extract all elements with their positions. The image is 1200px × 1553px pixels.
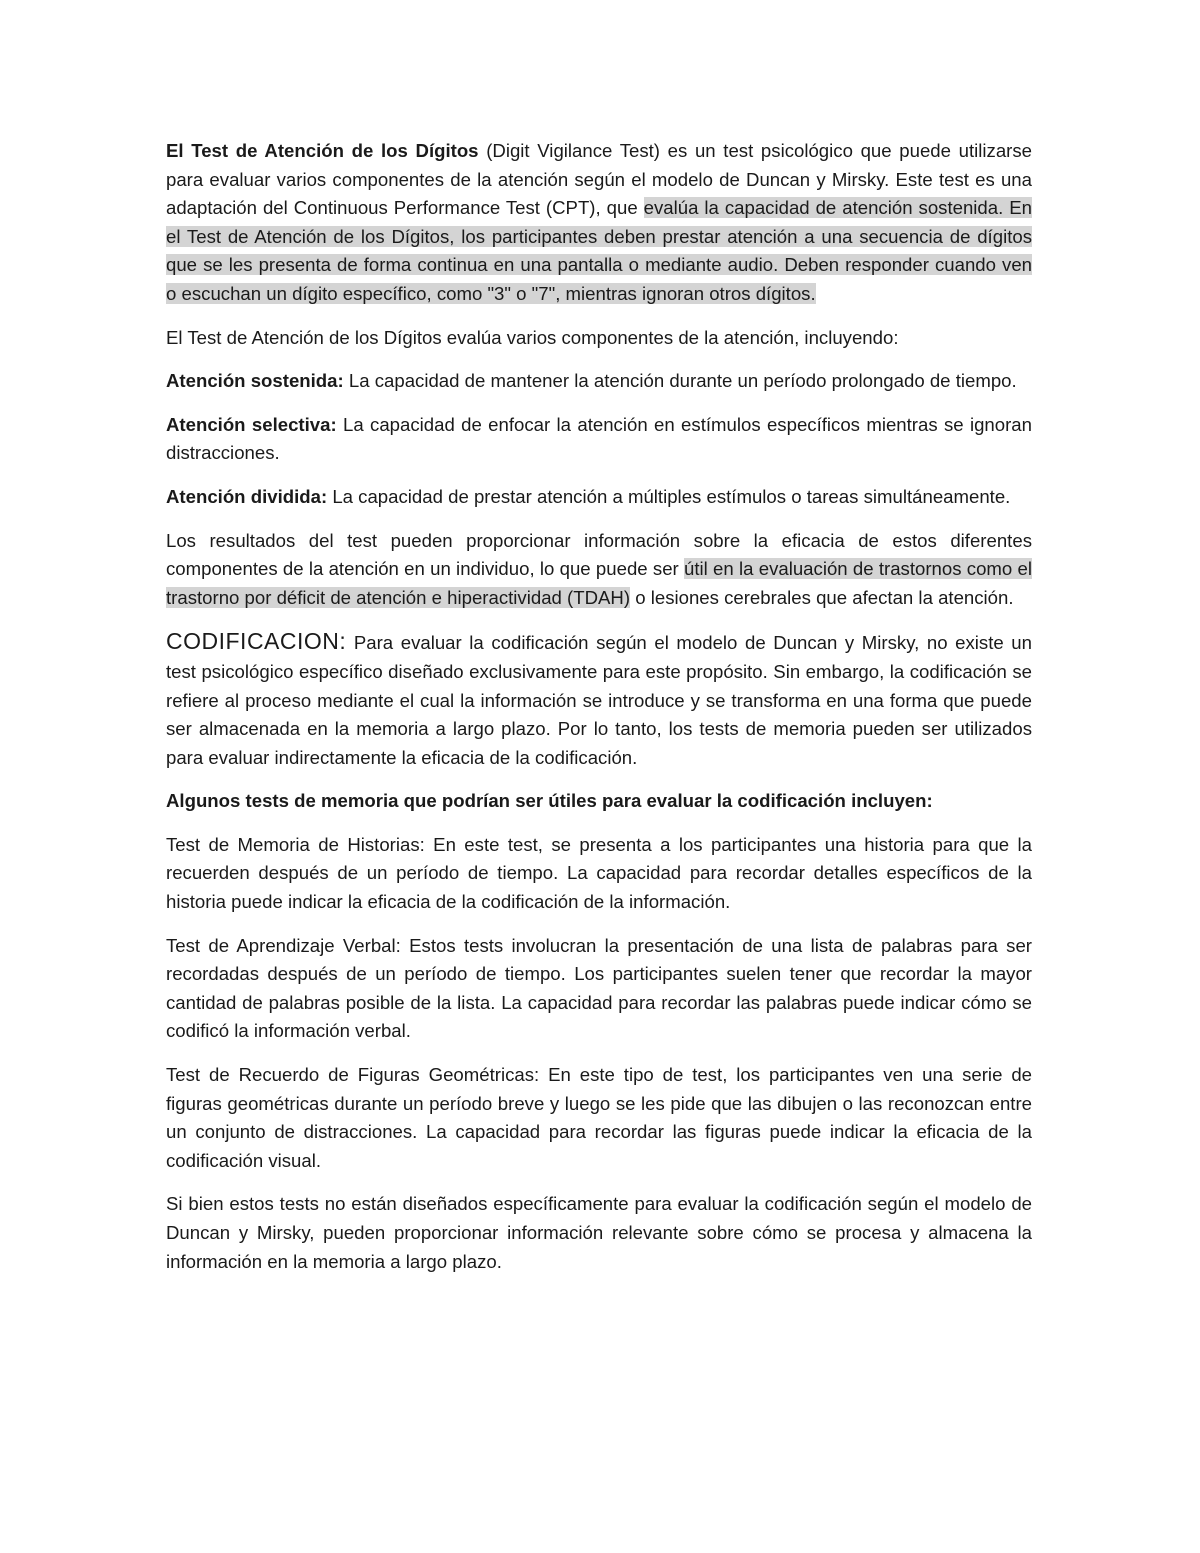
component-selective (166, 411, 1032, 468)
test-story-memory: Test de Memoria de Historias: En este test, se presenta a los participantes una historia para que la recuerden después de un período de tiempo. La capacidad para recordar detalles específicos de la historia puede indicar la eficacia de la codificación de la información. (166, 833, 1032, 913)
intro-highlight: evalúa la capacidad de atención sostenida. En el Test de Atención de los Dígitos, los participantes deben prestar atención a una secuencia de dígitos que se les presenta de forma continua en una pantalla o mediante audio. Deben responder cuando ven o escuchan un dígito específico, como "3" o "7", mientras ignoran otros dígitos. (166, 197, 1032, 304)
codificacion-heading: CODIFICACION: (166, 628, 347, 655)
codificacion-paragraph (166, 627, 1032, 772)
component-sustained (166, 367, 1032, 396)
component-desc: La capacidad de prestar atención a múltiples estímulos o tareas simultáneamente. (327, 485, 1011, 507)
results-text: Los resultados del test pueden proporcionar información sobre la eficacia de estos diferentes componentes de la atención en un individuo, lo que puede ser (166, 529, 1032, 580)
component-divided (166, 483, 1032, 512)
results-highlight: útil en la evaluación de trastornos como el trastorno por déficit de atención e hiperactividad (TDAH) (166, 558, 1032, 608)
component-desc: La capacidad de enfocar la atención en estímulos específicos mientras se ignoran distracciones. (166, 413, 1032, 464)
component-term: Atención sostenida: (166, 370, 344, 392)
results-paragraph (166, 527, 1032, 613)
conclusion-paragraph: Si bien estos tests no están diseñados específicamente para evaluar la codificación según el modelo de Duncan y Mirsky, pueden proporcionar información relevante sobre cómo se procesa y almacena la información en la memoria a largo plazo. (166, 1193, 1032, 1272)
components-intro: El Test de Atención de los Dígitos evalúa varios componentes de la atención, incluyendo: (166, 326, 899, 348)
results-text-end: o lesiones cerebrales que afectan la atención. (630, 586, 1014, 608)
intro-paragraph (166, 137, 1032, 309)
test-geometric-figures: Test de Recuerdo de Figuras Geométricas: En este tipo de test, los participantes ven una serie de figuras geométricas durante un período breve y luego se les pide que las dibujen o las reconozcan entre un conjunto de distracciones. La capacidad para recordar las figuras puede indicar la eficacia de la codificación visual. (166, 1064, 1032, 1171)
intro-title: El Test de Atención de los Dígitos (166, 140, 479, 161)
test-verbal-learning: Test de Aprendizaje Verbal: Estos tests involucran la presentación de una lista de palabras para ser recordadas después de un período de tiempo. Los participantes suelen tener que recordar la mayor cantidad de palabras posible de la lista. La capacidad para recordar las palabras puede indicar cómo se codificó la información verbal. (166, 934, 1032, 1042)
component-desc: La capacidad de mantener la atención durante un período prolongado de tiempo. (343, 370, 1017, 392)
codificacion-text: Para evaluar la codificación según el modelo de Duncan y Mirsky, no existe un test psicológico específico diseñado exclusivamente para este propósito. Sin embargo, la codificación se refiere al proceso mediante el cual la información se introduce y se transforma en una forma que puede ser almacenada en la memoria a largo plazo. Por lo tanto, los tests de memoria pueden ser utilizados para evaluar indirectamente la eficacia de la codificación. (166, 632, 1032, 768)
component-term: Atención dividida: (166, 485, 328, 507)
memory-tests-heading-text: Algunos tests de memoria que podrían ser útiles para evaluar la codificación incluyen: (166, 790, 933, 812)
intro-text: (Digit Vigilance Test) es un test psicológico que puede utilizarse para evaluar varios componentes de la atención según el modelo de Duncan y Mirsky. Este test es una adaptación del Continuous Performance Test (CPT), que (166, 140, 1032, 219)
memory-tests-heading (166, 787, 1032, 816)
component-term: Atención selectiva: (166, 413, 337, 435)
document-page (166, 137, 1032, 1291)
